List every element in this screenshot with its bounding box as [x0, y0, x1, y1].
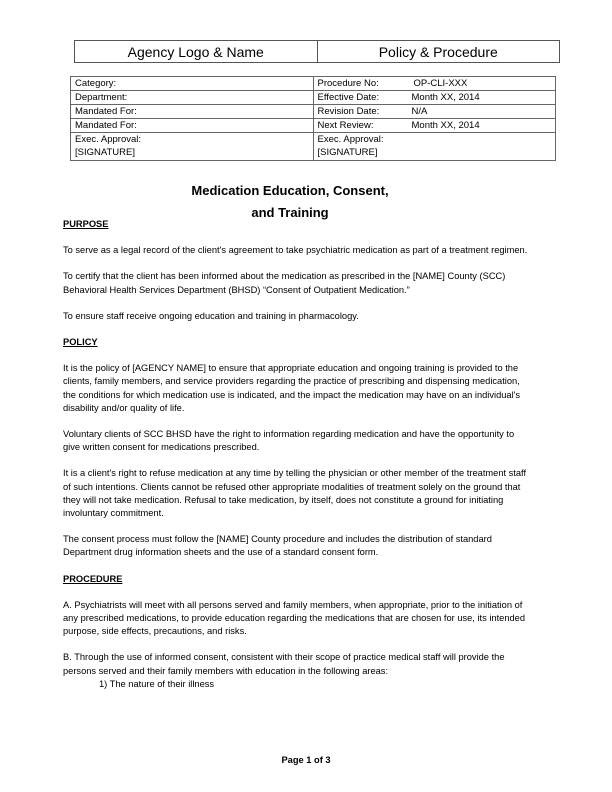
category-label: Category: — [71, 77, 314, 91]
info-table — [70, 76, 556, 161]
procedure-no-label: Procedure No: — [317, 78, 379, 89]
mandated-for-label-2: Mandated For: — [71, 119, 314, 133]
purpose-paragraph-3: To ensure staff receive ongoing education and training in pharmacology. — [63, 310, 359, 321]
procedure-no-cell — [313, 77, 556, 91]
procedure-item-a: A. Psychiatrists will meet with all persons served and family members, when appropriate, prior to the initiation of any prescribed medications, to provide education regarding the medications that are chosen for use, its intended purpose, side effects, precautions, and risks. — [63, 599, 526, 637]
next-review-label: Next Review: — [317, 120, 374, 131]
exec-approval-cell-left — [71, 133, 314, 161]
revision-date-cell — [313, 105, 556, 119]
procedure-item-b1: 1) The nature of their illness — [99, 678, 215, 689]
policy-paragraph-2: Voluntary clients of SCC BHSD have the right to information regarding medication and have the opportunity to give written consent for medications prescribed. — [63, 429, 515, 453]
exec-approval-label: Exec. Approval: — [75, 134, 142, 145]
policy-paragraph-3: It is a client's right to refuse medication at any time by telling the physician or other member of the treatment staff of such intentions. Clients cannot be refused other appropriate modalities of treatment solely on the ground that they will not take medication. Refusal to take medication, by itself, does not constitute a ground for initiating involuntary commitment. — [63, 468, 527, 519]
effective-date-label: Effective Date: — [317, 92, 380, 103]
effective-date-value: Month XX, 2014 — [411, 92, 480, 103]
exec-approval-label-2: Exec. Approval: — [317, 134, 384, 145]
revision-date-value: N/A — [411, 106, 428, 117]
next-review-value: Month XX, 2014 — [411, 120, 480, 131]
document-body — [63, 218, 533, 691]
signature-right: [SIGNATURE] — [317, 147, 378, 158]
agency-logo-name: Agency Logo & Name — [75, 41, 318, 63]
mandated-for-label-1: Mandated For: — [71, 105, 314, 119]
purpose-paragraph-2: To certify that the client has been informed about the medication as prescribed in the [NAME] County (SCC) Behavioral Health Services Department (BHSD) “Consent of Outpatient Medication.” — [63, 271, 506, 295]
title-line-1: Medication Education, Consent, — [191, 183, 389, 198]
policy-paragraph-4: The consent process must follow the [NAME] County procedure and includes the distribution of standard Department drug information sheets and the use of a standard consent form. — [63, 534, 492, 558]
policy-heading: POLICY — [63, 337, 98, 348]
signature-left: [SIGNATURE] — [75, 147, 135, 158]
department-label: Department: — [71, 91, 314, 105]
title-line-2: and Training — [251, 205, 329, 220]
policy-paragraph-1: It is the policy of [AGENCY NAME] to ensure that appropriate education and ongoing training is provided to the clients, family members, and service providers regarding the practice of prescribing and dispensing medication, the conditions for which medication use is indicated, and the impact the medication may have on an individual's disability and/or quality of life. — [63, 363, 521, 413]
purpose-heading: PURPOSE — [63, 219, 109, 229]
policy-procedure-label: Policy & Procedure — [317, 41, 560, 63]
procedure-heading: PROCEDURE — [63, 573, 123, 584]
page-number: Page 1 of 3 — [281, 755, 331, 765]
procedure-item-b: B. Through the use of informed consent, consistent with their scope of practice medical staff will provide the persons served and their family members with education in the following areas: — [63, 652, 505, 676]
purpose-paragraph-1: To serve as a legal record of the client's agreement to take psychiatric medication as part of a treatment regimen. — [63, 245, 528, 256]
header-table — [74, 40, 560, 63]
procedure-no-value: OP-CLI-XXX — [413, 78, 468, 89]
exec-approval-cell-right — [313, 133, 556, 161]
revision-date-label: Revision Date: — [317, 106, 380, 117]
next-review-cell — [313, 119, 556, 133]
effective-date-cell — [313, 91, 556, 105]
